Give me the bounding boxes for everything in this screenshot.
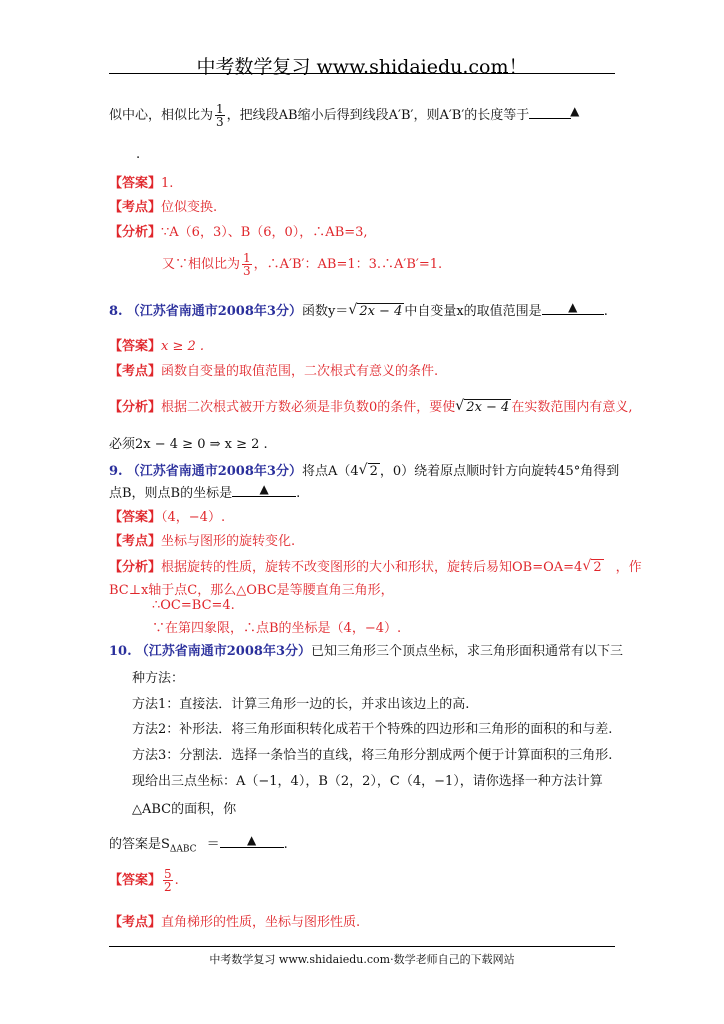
q10-end: . [283,837,288,852]
kaodian-tag: 【考点】 [109,200,162,215]
q10-stem [109,640,623,659]
triangle-marker-icon: ▲ [246,833,257,847]
triangle-marker-icon: ▲ [570,104,580,118]
page-header-title: 中考数学复习 www.shidaiedu.com！ [196,56,528,78]
q10-text-a: 已知三角形三个顶点坐标，求三角形面积通常有以下三 [311,644,624,659]
q8-kaodian: 函数自变量的取值范围，二次根式有意义的条件. [161,364,439,379]
answer-tag: 【答案】 [109,873,162,888]
frac-numerator: 1 [216,102,224,116]
q10-method-3: 方法3：分割法．选择一条恰当的直线，将三角形分割成两个便于计算面积的三角形. [132,748,613,763]
q9-line2-text: 点B，则点B的坐标是 [109,486,233,501]
q9-text-b: ，0）绕着原点顺时针方向旋转45°角得到 [379,464,620,479]
q10-ans-subscript: ΔABC [169,844,197,855]
q9-fenxi-2: BC⊥x轴于点C，那么△OBC是等腰直角三角形， [109,583,394,598]
q9-fenxi-row [109,556,642,575]
q7-answer-row [109,172,173,191]
q8-answer-blank [542,301,604,315]
answer-tag: 【答案】 [109,339,162,354]
q7-dot: . [136,147,141,162]
frac-numerator: 1 [243,251,251,265]
q10-ans-text: 的答案是S [109,837,170,852]
q8-answer-row [109,335,204,354]
q9-radical: √ 2 [358,462,378,479]
q8-fenxi-2: 必须2x − 4 ≥ 0 ⇒ x ≥ 2 . [109,437,268,452]
q8-text-a: 函数y＝ [301,304,349,319]
q9-source: （江苏省南通市2008年3分） [126,464,302,479]
q9-fenxi-1b: ，作 [615,560,642,575]
page-footer: 中考数学复习 www.shidaiedu.com·数学老师自己的下载网站 [209,953,515,966]
q10-source: （江苏省南通市2008年3分） [135,644,311,659]
q8-radical: √ 2x − 4 [348,302,403,319]
q7-fenxi-row [109,221,368,240]
q7-fenxi-fraction [242,252,252,277]
footer-rule [109,946,615,947]
q8-text-b: 中自变量x的取值范围是 [404,304,542,319]
q9-answer-blank [232,483,296,497]
q10-method-2: 方法2：补形法．将三角形面积转化成若干个特殊的四边形和三角形的面积的和与差. [132,722,613,737]
q9-number: 9. [109,464,123,479]
frac-denominator: 2 [164,880,172,894]
triangle-marker-icon: ▲ [259,482,269,496]
q9-fenxi-4: ∵在第四象限，∴点B的坐标是（4，−4）. [152,621,402,636]
q8-number: 8. [109,304,123,319]
q9-fenxi-radical: √ 2 [582,558,602,575]
q9-fenxi-radicand: 2 [593,560,602,575]
q10-points: 现给出三点坐标：A（−1，4），B（2，2），C（4，−1），请你选择一种方法计算 [132,774,603,789]
q10-answer-end: . [174,873,179,888]
q9-answer: （4，−4）. [161,510,226,525]
q10-kaodian: 直角梯形的性质，坐标与图形性质. [161,915,361,930]
answer-tag: 【答案】 [109,510,162,525]
q9-end: . [296,486,301,501]
kaodian-tag: 【考点】 [109,534,162,549]
q7-ratio-fraction [215,103,225,128]
q10-answer-fraction [163,868,173,893]
q10-prompt: △ABC的面积，你 [132,802,237,817]
q9-stem [109,460,619,479]
q9-fenxi-1a: 根据旋转的性质，旋转不改变图形的大小和形状，旋转后易知OB=OA=4 [161,560,583,575]
frac-numerator: 5 [164,867,172,881]
q9-text-a: 将点A（4 [301,464,359,479]
q8-source: （江苏省南通市2008年3分） [126,304,302,319]
q7-fenxi-1: ∵A（6，3）、B（6，0），∴AB=3, [161,225,368,240]
fenxi-tag: 【分析】 [109,560,162,575]
frac-denominator: 3 [243,264,251,278]
q7-text-b: ，把线段AB缩小后得到线段A′B′，则A′B′的长度等于 [226,108,530,123]
q7-kaodian: 位似变换. [161,200,218,215]
q9-kaodian: 坐标与图形的旋转变化. [161,534,296,549]
q8-fenxi-1a: 根据二次根式被开方数必须是非负数0的条件，要使 [161,400,456,415]
header-rule [109,73,615,74]
q8-answer: x ≥ 2 . [161,339,205,354]
q8-radicand: 2x − 4 [359,304,403,319]
q10-answer-blank [220,834,284,848]
q9-kaodian-row [109,530,295,549]
q8-fenxi-radicand: 2x − 4 [466,400,510,415]
q7-line1 [109,102,580,129]
frac-denominator: 3 [216,115,224,129]
fenxi-tag: 【分析】 [109,225,162,240]
q8-fenxi-1b: 在实数范围内有意义, [511,400,633,415]
q7-kaodian-row [109,196,217,215]
q8-stem [109,300,608,319]
q7-fenxi-2a: 又∵相似比为 [162,257,241,272]
kaodian-tag: 【考点】 [109,364,162,379]
q7-answer: 1. [161,176,174,191]
q10-number: 10. [109,644,132,659]
kaodian-tag: 【考点】 [109,915,162,930]
q10-kaodian-row [109,911,360,930]
q7-fenxi-2 [162,252,442,277]
q9-fenxi-3: ∴OC=BC=4. [152,598,235,613]
q9-answer-row [109,506,225,525]
answer-tag: 【答案】 [109,176,162,191]
q10-method-1: 方法1：直接法．计算三角形一边的长，并求出该边上的高. [132,697,470,712]
q9-line2 [109,482,300,501]
q10-ans-eq: ＝ [206,837,220,852]
q7-fenxi-2b: ，∴A′B′：AB=1：3.∴A′B′=1. [253,257,443,272]
q9-radicand: 2 [369,464,378,479]
q10-answer-row [109,868,179,893]
q8-end: . [603,304,608,319]
triangle-marker-icon: ▲ [568,300,578,314]
q10-line2: 种方法： [132,671,185,686]
q8-kaodian-row [109,360,438,379]
q8-fenxi-radical: √ 2x − 4 [455,398,510,415]
q10-answer-line [109,833,288,855]
q8-fenxi-row [109,396,632,415]
q7-answer-blank [529,104,580,119]
q7-text-a: 似中心，相似比为 [109,108,214,123]
fenxi-tag: 【分析】 [109,400,162,415]
